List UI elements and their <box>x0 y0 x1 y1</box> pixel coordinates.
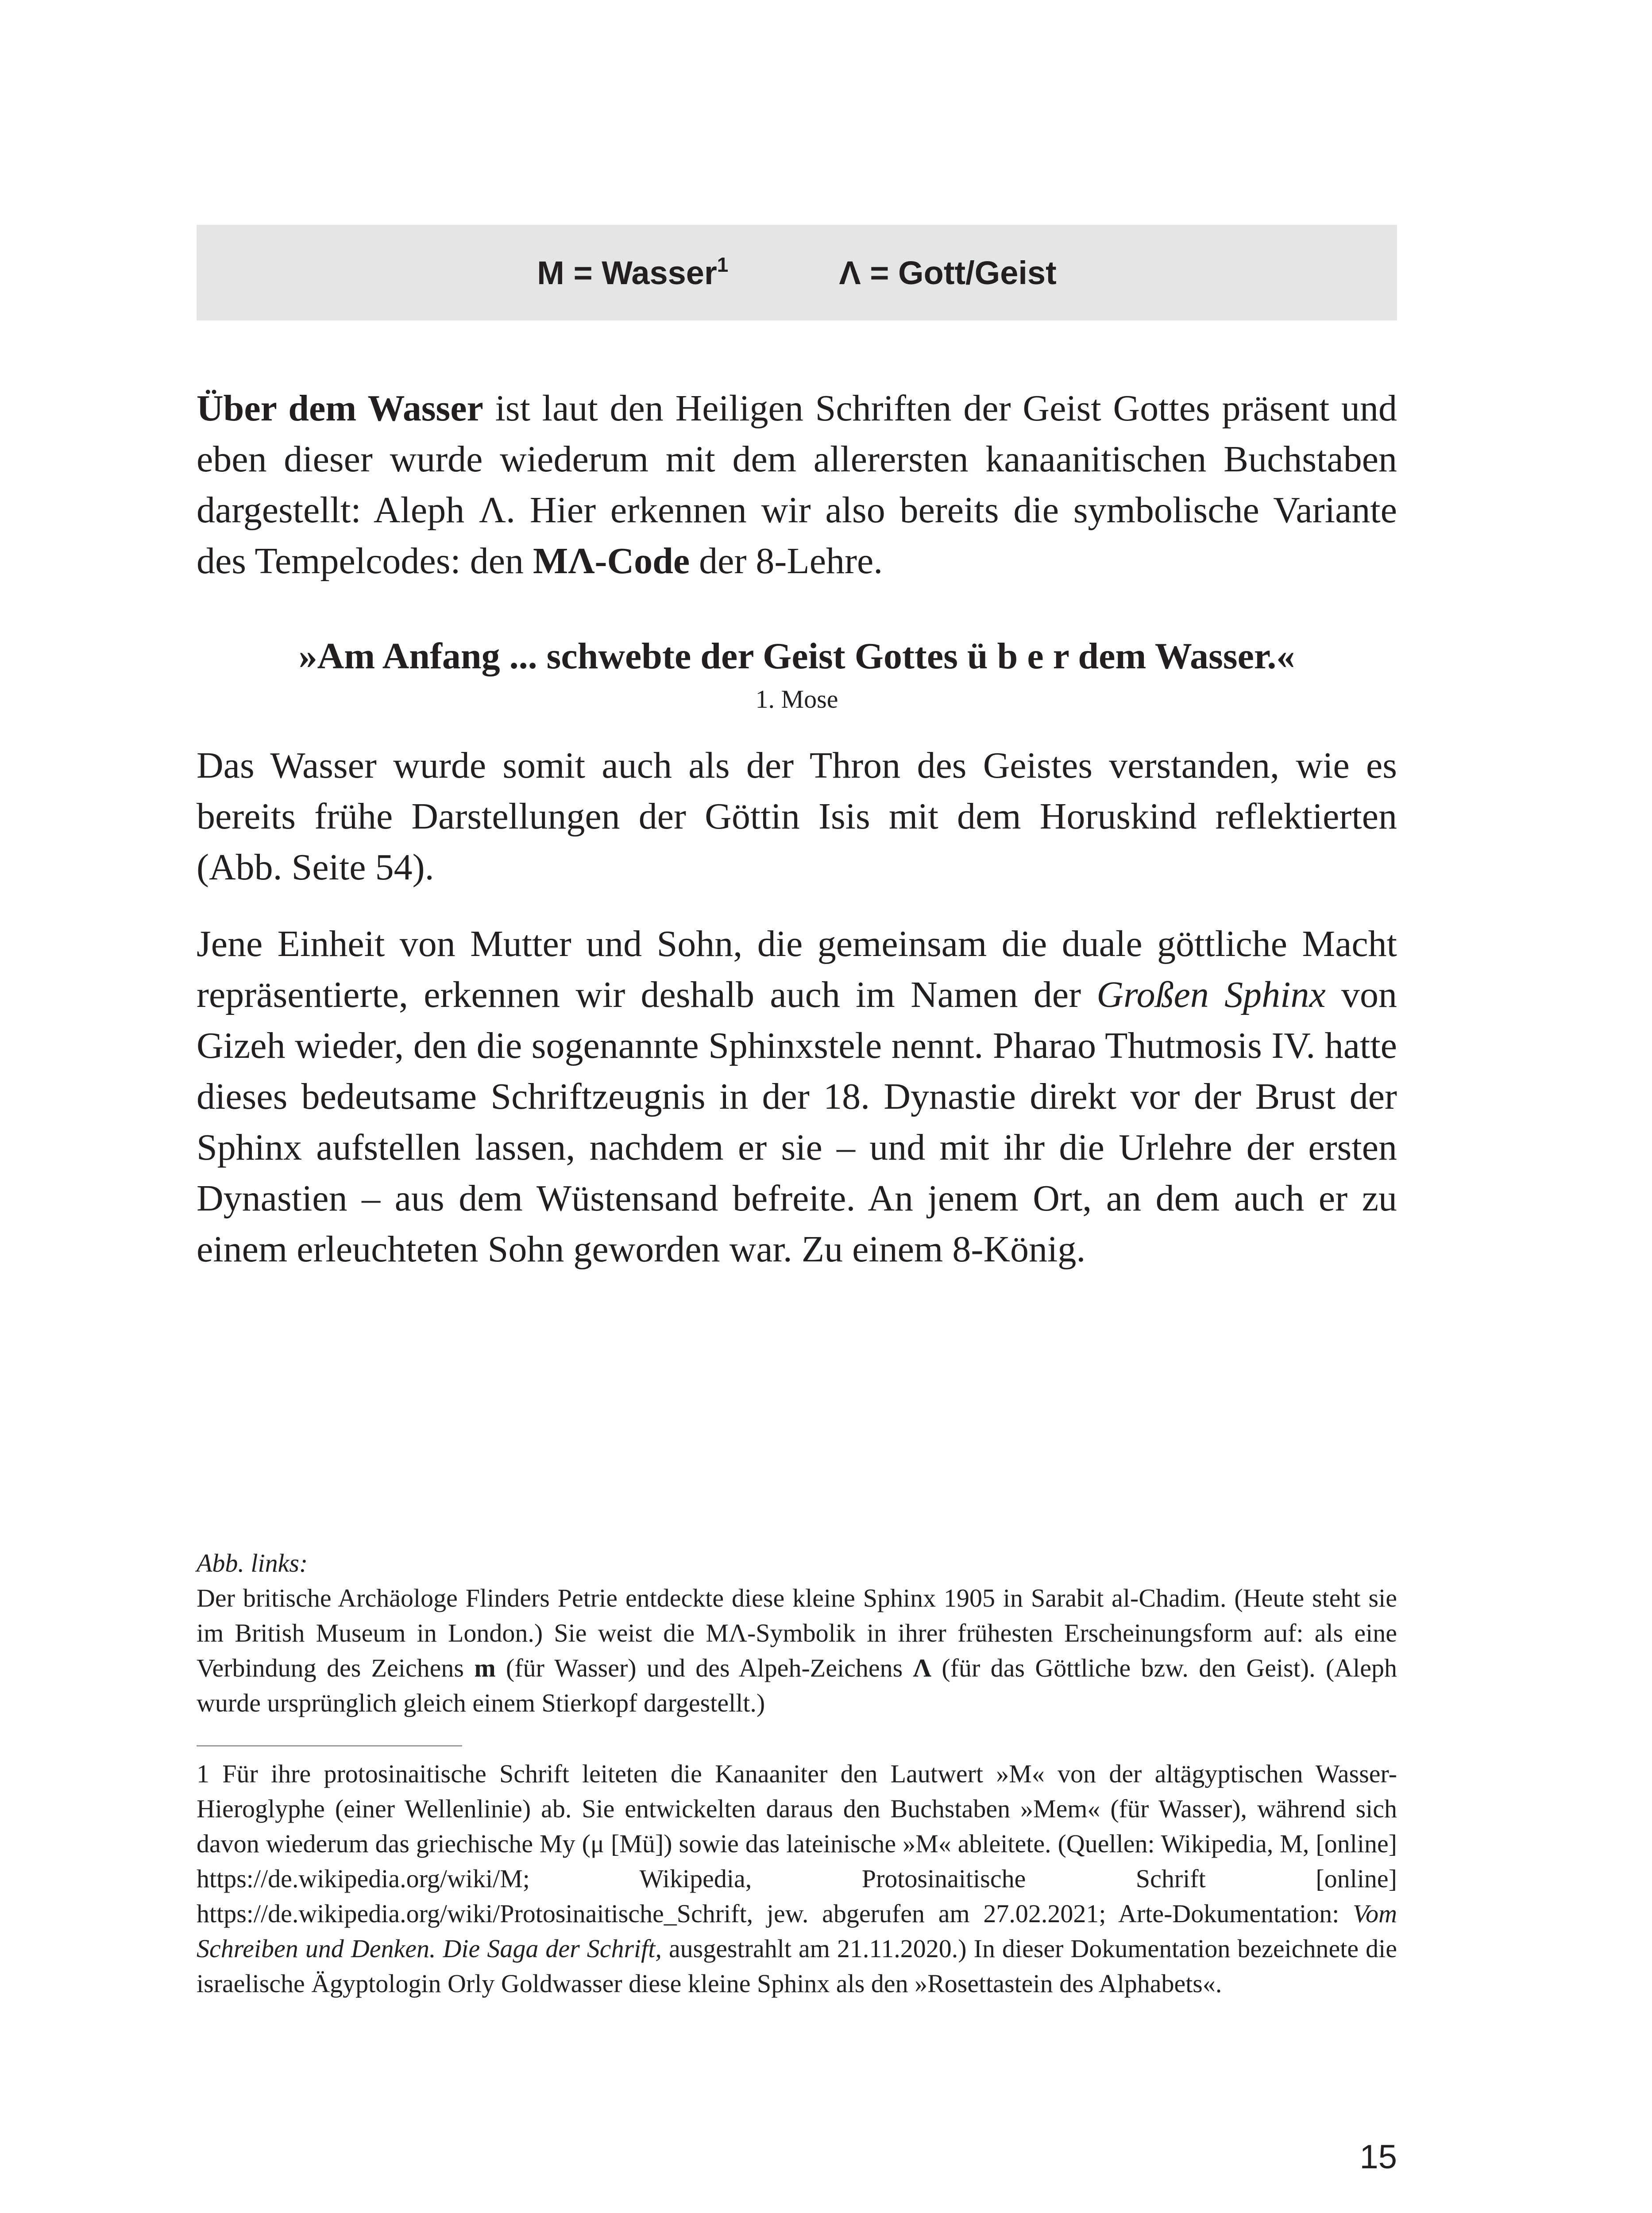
paragraph-2: Das Wasser wurde somit auch als der Thron des Geistes verstanden, wie es bereits frühe Darstellungen der Göttin Isis mit dem Horuskind reflektierten (Abb. Seite 54). <box>197 745 1397 888</box>
bible-quote: »Am Anfang ... schwebte der Geist Gottes ü b e r dem Wasser.« <box>298 636 1295 677</box>
formula-god-spirit: Λ = Gott/Geist <box>839 254 1057 291</box>
footnote-1: 1 Für ihre protosinaitische Schrift leiteten die Kanaaniter den Lautwert »M« von der altägyptischen Wasser-Hieroglyphe (einer Wellenlinie) ab. Sie entwickelten daraus den Buchstaben »Mem« (für Wasser), während sich davon wiederum das griechische My (μ [Mü]) sowie das lateinische »M« ableitete. (Quellen: Wikipedia, M, [online] https://de.wikipedia.org/wiki/M; Wikipedia, Protosinaitische Schrift [online] https://de.wikipedia.org/wiki/Protosinaitische_Schrift, jew. abgerufen am 27.02.2021; Arte-Dokumentation: Vom Schreiben und Denken. Die Saga der Schrift, ausgestrahlt am 21.11.2020.) In dieser Dokumentation bezeichnete die israelische Ägyptologin Orly Goldwasser diese kleine Sphinx als den »Rosettastein des Alphabets«. <box>197 1759 1397 1998</box>
symbol-lambda: Λ <box>913 1654 932 1682</box>
formula-banner <box>197 225 1397 320</box>
caption-label: Abb. links: <box>197 1549 308 1577</box>
footnote-divider <box>197 1745 462 1746</box>
figure-caption: Abb. links: Der britische Archäologe Flinders Petrie entdeckte diese kleine Sphinx 1905 in Sarabit al-Chadim. (Heute steht sie im British Museum in London.) Sie weist die MΛ-Symbolik in ihrer frühesten Erscheinungsform auf: als eine Verbindung des Zeichens m (für Wasser) und des Alpeh-Zeichens Λ (für das Göttliche bzw. den Geist). (Aleph wurde ursprünglich gleich einem Stierkopf dargestellt.) <box>197 1546 1397 1720</box>
ma-code-bold: MΛ-Code <box>533 540 690 582</box>
footnote-ref-1: 1 <box>717 253 729 276</box>
great-sphinx-italic: Großen Sphinx <box>1096 974 1326 1015</box>
documentary-title: Vom Schreiben und Denken. Die Saga der Schrift, <box>197 1899 1397 1963</box>
formula-water: M = Wasser$^1$ <box>537 253 729 291</box>
lead-bold: Über dem Wasser <box>197 388 483 429</box>
page-number: 15 <box>1359 2138 1397 2176</box>
symbol-m: m <box>474 1654 496 1682</box>
quote-source: 1. Mose <box>755 685 838 713</box>
paragraph-1: Über dem Wasser ist laut den Heiligen Schriften der Geist Gottes präsent und eben dieser wurde wiederum mit dem allerersten kanaanitischen Buchstaben dargestellt: Aleph Λ. Hier erkennen wir also bereits die symbolische Variante des Tempelcodes: den MΛ-Code der 8-Lehre. <box>197 388 1397 582</box>
paragraph-3: Jene Einheit von Mutter und Sohn, die gemeinsam die duale göttliche Macht repräsentierte, erkennen wir deshalb auch im Namen der Großen Sphinx von Gizeh wieder, den die sogenannte Sphinxstele nennt. Pharao Thutmosis IV. hatte dieses bedeutsame Schriftzeugnis in der 18. Dynastie direkt vor der Brust der Sphinx aufstellen lassen, nachdem er sie – und mit ihr die Urlehre der ersten Dynastien – aus dem Wüstensand befreite. An jenem Ort, an dem auch er zu einem erleuchteten Sohn geworden war. Zu einem 8-König. <box>197 923 1397 1270</box>
